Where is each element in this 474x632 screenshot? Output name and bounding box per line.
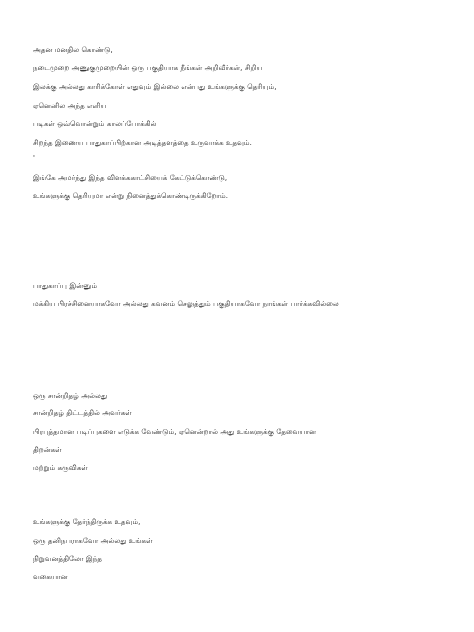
text-line: நிறுவனத்திலோ இந்த (33, 555, 103, 563)
text-line: ஒரு தனிநபராகவோ அல்லது உங்கள் (33, 537, 153, 545)
text-line: உங்களுக்கு தேர்ந்திருக்க உதவும், (33, 518, 141, 526)
text-line: திறன்கள் (33, 446, 62, 454)
text-line: வகையான (33, 573, 68, 581)
text-line: சான்றிதழ் திட்டத்தில் அவர்கள் (33, 409, 132, 417)
text-line: ' (33, 154, 36, 162)
text-line: சிறந்த இணைய பாதுகாப்பிற்கான அடித்தளத்தை உருவாக்க உதவும். (33, 139, 252, 147)
text-line: அதன மனதில கொண்டு, (33, 46, 113, 54)
text-line: பிரபுத்தமான படிப்புகளை எடுக்க வேண்டும், ஏனென்றால் அது உங்களுக்கு தேவையான (33, 428, 317, 436)
text-line: உங்களுக்கு தெரியுமா என்று நினைத்துக்கொண்டிருக்கிறோம். (33, 192, 229, 200)
text-line: இங்கே அமர்ந்து இந்த விளக்ககாட்சியைக் கேட்டுக்கொண்டு, (33, 174, 228, 182)
text-line: பாதுகாப்பு இன்னும் (33, 282, 98, 290)
text-line: நடைமுறை அணுகுமுறையின் ஒரு பகுதியாக நீங்கள் அறிவீர்கள், சிறிய (33, 64, 263, 72)
text-line: மற்றும் கருவிகள் (33, 464, 88, 472)
text-line: ஒரு சான்றிதழ் அல்லது (33, 392, 108, 400)
text-line: இலக்கு அல்லது காரிக்கோள் எதுவும் இல்லை என்பது உங்களுக்கு தெரியும், (33, 83, 277, 91)
text-line: படிகள் ஒவ்வொன்றும் காலப்போக்கில் (33, 120, 157, 128)
text-line: ஏனெனில அந்த எளிய (33, 102, 107, 110)
text-line: மக்கிய பிரச்சினையாகவோ அல்லது கவனம் செலுத்தும் பகுதியாகவோ நாங்கள் பார்க்கவில்லை (33, 300, 339, 308)
